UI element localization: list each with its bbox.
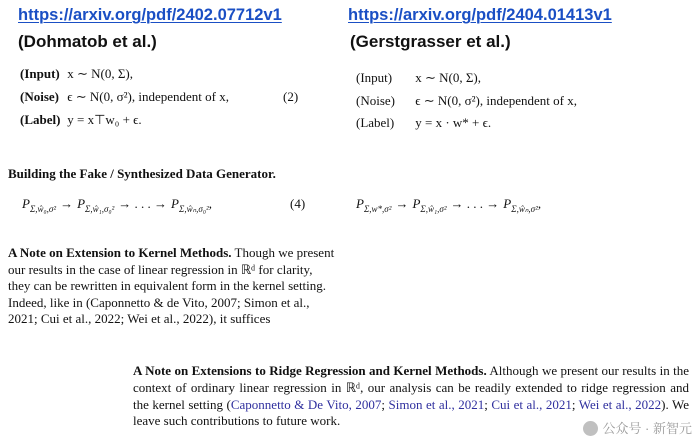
left-input-math: x ∼ N(0, Σ), [67,66,134,81]
right-note-title: A Note on Extensions to Ridge Regression and Kernel Methods. [133,363,487,378]
citation-link[interactable]: Wei et al., 2022 [578,396,662,412]
right-noise-math: ϵ ∼ N(0, σ²), independent of x, [415,93,577,108]
left-note-title: A Note on Extension to Kernel Methods. [8,245,232,260]
right-generator-chain: $P_{\Sigma,w*,\sigma^2} \to P_{\Sigma,ŵ_1,\sigma^2}$ → . . . → $P_{\Sigma,ŵ_n,\sigma^2}$, [356,196,542,214]
right-note-intro: Although we present our results in the context of ordinary linear regression in ℝᵈ, our analysis can be readily extended to ridge regression and the kernel setting ( [133,363,689,412]
left-setup-eq-number: (2) [283,89,299,104]
right-author: (Gerstgrasser et al.) [350,32,511,51]
left-generator-chain: $P_{\Sigma,ŵ_0,\sigma^2} \to P_{\Sigma,ŵ_1,\sigma_0^2}$ → . . . → $P_{\Sigma,ŵ_n,\sigma_0^2}$, [22,196,212,214]
citation-link[interactable]: Caponnetto & De Vito, 2007 [230,396,382,412]
left-paper-url[interactable]: https://arxiv.org/pdf/2402.07712v1 [18,6,282,24]
citation-link[interactable]: Simon et al., 2021 [388,396,485,412]
left-kernel-note [8,245,336,328]
left-noise-label: (Noise) [20,89,59,104]
right-paper-url[interactable]: https://arxiv.org/pdf/2404.01413v1 [348,6,612,24]
watermark-text: 公众号 · 新智元 [602,421,692,436]
left-label-line [20,112,142,128]
right-ridge-note: A Note on Extensions to Ridge Regression and Kernel Methods. Although we present our results in the context of ordinary linear regression in ℝᵈ, our analysis can be readily extended to ridge regression and the kernel setting (Caponnetto & De Vito, 2007; Simon et al., 2021; Cui et al., 2021; Wei et al., 2022). We leave such contributions to future work. [133,363,690,429]
left-noise-line [20,89,229,105]
right-note-outro: ). We leave such contributions to future work. [133,396,690,429]
right-noise-line [356,93,577,109]
right-label-label: (Label) [356,115,395,130]
right-noise-label: (Noise) [356,93,395,108]
section-heading: Building the Fake / Synthesized Data Generator. [8,166,276,181]
wechat-icon [583,421,598,436]
left-chain-eq-number: (4) [290,196,306,211]
left-noise-math: ϵ ∼ N(0, σ²), independent of x, [67,89,229,104]
watermark [583,418,692,437]
left-label-label: (Label) [20,112,61,127]
citation-link[interactable]: Cui et al., 2021 [491,396,572,412]
right-input-line [356,70,481,86]
left-author: (Dohmatob et al.) [18,32,157,51]
left-input-label: (Input) [20,66,60,81]
left-label-math: y = x⊤w₀ + ϵ. [67,112,142,127]
right-label-line [356,115,491,131]
left-note-body: Though we present our results in the case of linear regression in ℝᵈ for clarity, they can be rewritten in equivalent form in the kernel setting. Indeed, like in (Caponnetto & de Vito, 2007; Simon et al., 2021; Cui et al., 2022; Wei et al., 2022), it suffices [8,245,335,327]
left-input-line [20,66,133,82]
right-input-math: x ∼ N(0, Σ), [415,70,482,85]
right-input-label: (Input) [356,70,393,85]
right-label-math: y = x · w* + ϵ. [415,115,492,130]
